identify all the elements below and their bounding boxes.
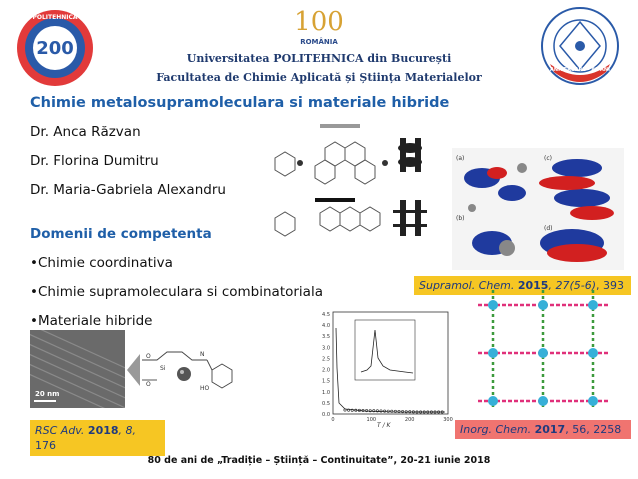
ref-pages: 176: [35, 439, 56, 452]
author-1: Dr. Anca Răzvan: [30, 124, 141, 140]
plot-ytick: 4.5: [322, 312, 330, 318]
plot-ytick: 3.0: [322, 345, 330, 352]
reference-inorg-chem: [455, 420, 631, 439]
hybrid-molecule-figure: [122, 330, 247, 410]
ref-pages: 2258: [589, 423, 622, 436]
plot-xtick: 300: [443, 417, 453, 423]
anniversary-ribbon-text: ANIVERSARE - 80 ANI: [550, 67, 610, 73]
group-title: Chimie metalosupramoleculara si materiale hibride: [30, 95, 450, 111]
faculty-name: Facultatea de Chimie Aplicată și Știința Materialelor: [156, 71, 482, 84]
coordination-network-figure: [468, 285, 618, 415]
ref-journal: Inorg. Chem.: [460, 423, 532, 436]
ref-volume: , 56,: [565, 423, 590, 436]
svg-text:O: O: [146, 381, 151, 388]
tem-image: [30, 330, 125, 408]
ref-volume: , 27(5-6): [548, 279, 596, 292]
author-3: Dr. Maria-Gabriela Alexandru: [30, 182, 226, 198]
plot-ytick: 3.5: [322, 334, 330, 341]
competence-item-3: •Materiale hibride: [30, 313, 153, 329]
plot-ytick: 0.0: [322, 412, 330, 418]
plot-xtick: 100: [366, 417, 377, 423]
ref-volume: , 8,: [118, 424, 137, 437]
svg-text:(d): (d): [544, 225, 553, 232]
plot-ytick: 2.5: [322, 356, 330, 363]
svg-text:O: O: [146, 353, 151, 360]
logo-number: 200: [36, 38, 74, 59]
ref-year: 2015: [517, 279, 549, 292]
plot-point: [401, 410, 403, 412]
svg-text:(c): (c): [544, 155, 552, 162]
plot-ytick: 1.5: [322, 378, 330, 385]
svg-text:HO: HO: [200, 385, 210, 392]
crystal-packing-figure: [452, 148, 624, 270]
ref-pages: , 393: [596, 279, 624, 292]
plot-xtick: 0: [331, 417, 335, 423]
university-name: Universitatea POLITEHNICA din București: [186, 52, 452, 65]
ref-journal: RSC Adv.: [35, 424, 85, 437]
centenary-number: 100: [294, 7, 344, 34]
magnetic-susceptibility-plot: [315, 308, 455, 433]
politehnica-logo-label: POLITEHNICA: [32, 14, 78, 21]
author-2: Dr. Florina Dumitru: [30, 153, 159, 169]
svg-text:Si: Si: [160, 365, 166, 372]
competence-title: Domenii de competenta: [30, 226, 212, 242]
ref-year: 2018: [87, 424, 119, 437]
svg-text:(a): (a): [456, 155, 465, 162]
romania-centenary-logo: [284, 6, 354, 48]
svg-text:(b): (b): [456, 215, 465, 222]
plot-ytick: 1.0: [322, 389, 330, 396]
competence-item-1: •Chimie coordinativa: [30, 255, 173, 271]
plot-ytick: 0.5: [322, 400, 330, 407]
tem-scale-label: 20 nm: [35, 390, 60, 398]
svg-text:N: N: [200, 351, 205, 358]
plot-ytick: 4.0: [322, 323, 330, 330]
plot-xlabel: T / K: [377, 422, 391, 429]
centenary-label: ROMÂNIA: [300, 38, 338, 46]
ref-year: 2017: [534, 423, 566, 436]
reference-rsc-adv: [30, 420, 165, 456]
ref-journal: Supramol. Chem.: [419, 279, 515, 292]
molecular-structures-figure: [265, 118, 445, 243]
footer-text: 80 de ani de „Tradiție – Știință – Continuitate”, 20-21 iunie 2018: [147, 455, 491, 466]
plot-xtick: 200: [404, 417, 415, 423]
competence-item-2: •Chimie supramoleculara si combinatoriala: [30, 284, 323, 300]
plot-ytick: 2.0: [322, 367, 330, 374]
